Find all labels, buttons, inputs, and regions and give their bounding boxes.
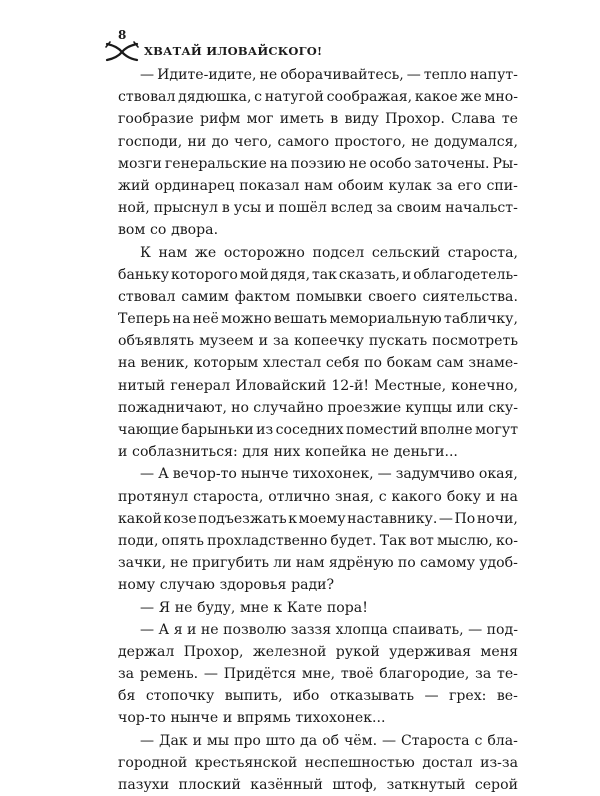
text-line: за ремень. — Придётся мне, твоё благородие, за те- (118, 666, 518, 683)
text-line: пожадничают, но случайно проезжие купцы или ску- (118, 399, 518, 416)
text-line: протянул староста, отлично зная, с какого боку и на (118, 488, 518, 505)
text-line: — Дак и мы про што да об чём. — Староста с бла- (140, 732, 518, 749)
text-line: объявлять музеем и за копеечку пускать посмотреть (118, 333, 518, 350)
text-line: бя стопочку выпить, ибо отказывать — грех: ве- (118, 688, 518, 705)
text-line: поди, опять прохладственно будет. Так вот мыслю, ко- (118, 532, 518, 549)
page-number: 8 (118, 28, 127, 42)
crossed-sabres-icon (105, 40, 139, 62)
text-line: ствовал самим фактом помывки своего сиятельства. (118, 288, 518, 305)
text-line: нитый генерал Иловайский 12-й! Местные, конечно, (118, 377, 518, 394)
text-line: на веник, которым хлестал себя по бокам сам знаме- (118, 355, 518, 372)
text-line: ствовал дядюшка, с натугой соображая, какое же мно- (118, 89, 518, 106)
text-line: господи, ни до чего, самого простого, не додумался, (118, 133, 518, 150)
text-line: — А я и не позволю заззя хлопца спаивать, — под- (140, 621, 518, 638)
text-line: зачки, не пригубить ли нам ядрёную по самому удоб- (118, 555, 518, 572)
text-line: держал Прохор, железной рукой удерживая меня (118, 643, 518, 660)
text-line: ной, прыснул в усы и пошёл вслед за своим начальст- (118, 200, 518, 217)
text-line: ному случаю здоровья ради? (118, 577, 335, 594)
text-line: К нам же осторожно подсел сельский староста, (140, 244, 518, 261)
running-title: ХВАТАЙ ИЛОВАЙСКОГО! (144, 44, 323, 58)
text-line: мозги генеральские на поэзию не особо заточены. Ры- (118, 155, 518, 172)
text-line: какой козе подъезжать к моему наставнику. — По ночи, (118, 510, 518, 527)
text-line: — Я не буду, мне к Кате пора! (140, 599, 368, 616)
text-line: пазухи плоский казённый штоф, заткнутый серой (118, 777, 518, 793)
text-line: чор-то нынче и впрямь тихохонек... (118, 710, 386, 727)
text-line: и соблазниться: для них копейка не деньги... (118, 444, 458, 461)
text-line: жий ординарец показал нам обоим кулак за его спи- (118, 177, 518, 194)
text-line: — Идите-идите, не оборачивайтесь, — тепло напут- (140, 67, 518, 83)
text-line: вом со двора. (118, 222, 219, 239)
page-header (97, 26, 517, 66)
text-line: чающие барыньки из соседних поместий вполне могут (118, 422, 518, 438)
text-line: городной крестьянской неспешностью достал из-за (118, 754, 518, 771)
text-line: — А вечор-то нынче тихохонек, — задумчиво окая, (140, 466, 518, 483)
text-line: Теперь на неё можно вешать мемориальную табличку, (118, 311, 518, 328)
text-line: баньку которого мой дядя, так сказать, и облагодетель- (118, 266, 518, 283)
body-text (118, 64, 518, 796)
text-line: гообразие рифм мог иметь в виду Прохор. Слава те (118, 111, 518, 128)
